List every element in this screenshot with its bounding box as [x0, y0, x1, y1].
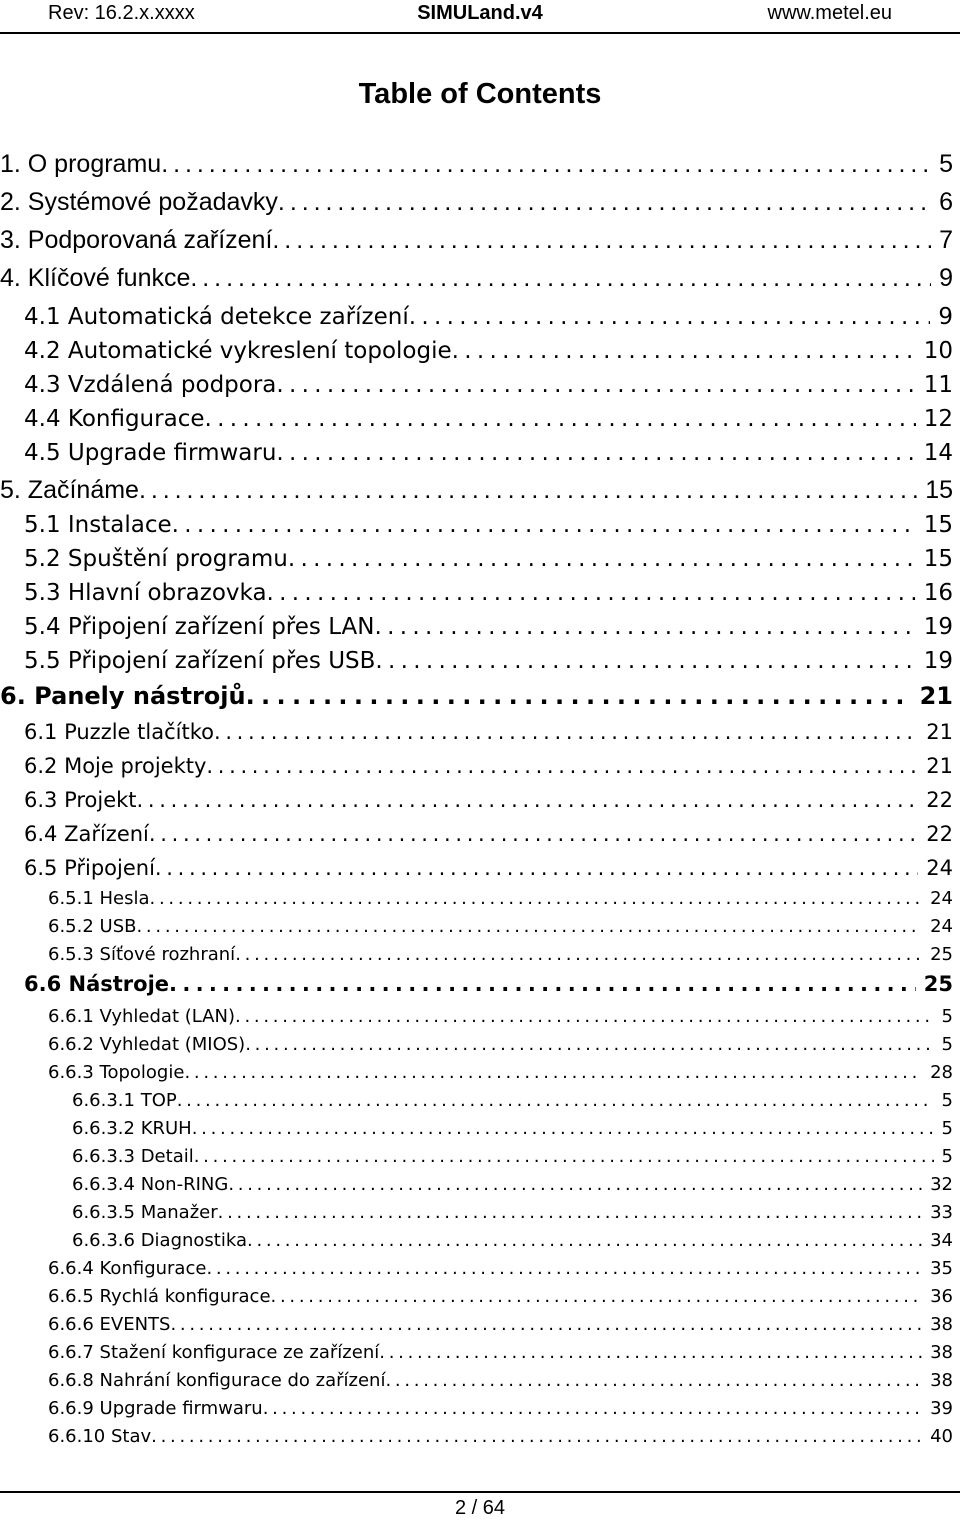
toc-entry[interactable]	[72, 1202, 953, 1223]
toc-entry[interactable]	[48, 1034, 953, 1055]
toc-entry-label: 6.6 Nástroje	[24, 972, 170, 996]
toc-entry-page: 40	[930, 1426, 953, 1447]
toc-dot-leader	[271, 1286, 923, 1307]
toc-dot-leader	[272, 226, 931, 255]
header-revision: Rev: 16.2.x.xxxx	[48, 2, 195, 24]
header-divider	[0, 32, 960, 34]
header-product-name: SIMULand.v4	[417, 2, 543, 24]
toc-entry-label: 5.4 Připojení zařízení přes LAN	[24, 614, 375, 640]
toc-entry-label: 6.5.1 Hesla	[48, 888, 150, 909]
toc-entry-page: 22	[926, 822, 953, 846]
toc-entry-label: 6.6.3.5 Manažer	[72, 1202, 218, 1223]
toc-entry-label: 4.2 Automatické vykreslení topologie	[24, 338, 452, 364]
toc-dot-leader	[150, 888, 923, 909]
toc-entry[interactable]	[0, 264, 953, 293]
toc-entry-page: 5	[941, 1146, 953, 1167]
page-header	[0, 0, 960, 30]
toc-entry-page: 32	[930, 1174, 953, 1195]
toc-entry-label: 6.6.7 Stažení konfigurace ze zařízení	[48, 1342, 380, 1363]
toc-entry-label: 6.6.3.3 Detail	[72, 1146, 194, 1167]
toc-entry-page: 21	[919, 682, 953, 710]
toc-entry[interactable]	[24, 406, 953, 432]
toc-entry-page: 39	[930, 1398, 953, 1419]
toc-entry[interactable]	[72, 1118, 953, 1139]
toc-entry-label: 6.6.3 Topologie	[48, 1062, 185, 1083]
toc-entry-label: 6.6.3.2 KRUH	[72, 1118, 192, 1139]
toc-entry[interactable]	[48, 1370, 953, 1391]
toc-entry-page: 16	[923, 580, 953, 606]
toc-entry-page: 6	[939, 188, 953, 216]
toc-entry-page: 33	[930, 1202, 953, 1223]
toc-entry-page: 25	[923, 972, 953, 996]
toc-entry-label: 6.6.10 Stav	[48, 1426, 152, 1447]
toc-dot-leader	[161, 150, 931, 179]
toc-title: Table of Contents	[358, 78, 602, 110]
toc-entry-page: 15	[923, 512, 953, 538]
toc-entry-page: 38	[930, 1314, 953, 1335]
toc-entry-page: 5	[941, 1034, 953, 1055]
toc-entry-page: 24	[930, 916, 953, 937]
toc-dot-leader	[278, 188, 931, 217]
toc-entry-label: 6.6.8 Nahrání konfigurace do zařízení	[48, 1370, 386, 1391]
toc-entry[interactable]	[48, 1398, 953, 1419]
toc-entry[interactable]	[48, 888, 953, 909]
toc-dot-leader	[192, 1118, 934, 1139]
toc-entry[interactable]	[48, 916, 953, 937]
header-website: www.metel.eu	[767, 2, 892, 24]
toc-entry-label: 6.5.3 Síťové rozhraní	[48, 944, 236, 965]
toc-entry-label: 4.5 Upgrade firmwaru	[24, 440, 277, 466]
toc-entry-label: 3. Podporovaná zařízení	[0, 226, 273, 254]
toc-entry[interactable]	[24, 338, 953, 364]
toc-entry-label: 1. O programu	[0, 150, 162, 178]
toc-dot-leader	[374, 614, 915, 640]
toc-entry[interactable]	[24, 580, 953, 606]
toc-entry-label: 6.6.3.6 Diagnostika	[72, 1230, 248, 1251]
toc-entry[interactable]	[48, 1286, 953, 1307]
toc-dot-leader	[409, 304, 931, 330]
toc-dot-leader	[184, 1062, 922, 1083]
toc-entry-page: 24	[926, 856, 953, 880]
toc-dot-leader	[235, 944, 922, 965]
toc-entry-label: 6.4 Zařízení	[24, 822, 149, 846]
toc-entry-label: 5.3 Hlavní obrazovka	[24, 580, 267, 606]
toc-dot-leader	[379, 1342, 922, 1363]
toc-dot-leader	[228, 1174, 922, 1195]
toc-entry[interactable]	[48, 1062, 953, 1083]
toc-dot-leader	[169, 972, 916, 996]
page-number: 2 / 64	[454, 1497, 506, 1519]
toc-dot-leader	[190, 264, 931, 293]
toc-entry[interactable]	[48, 1258, 953, 1279]
toc-entry-page: 21	[926, 720, 953, 744]
footer-divider	[0, 1491, 960, 1493]
toc-entry[interactable]	[24, 754, 953, 778]
toc-dot-leader	[276, 372, 915, 398]
toc-entry[interactable]	[24, 648, 953, 674]
toc-entry[interactable]	[0, 150, 953, 179]
toc-entry-label: 6.3 Projekt	[24, 788, 137, 812]
toc-dot-leader	[246, 682, 912, 710]
toc-entry-page: 19	[923, 614, 953, 640]
toc-entry-page: 9	[938, 304, 953, 330]
toc-entry[interactable]	[24, 440, 953, 466]
toc-entry-label: 4.4 Konfigurace	[24, 406, 205, 432]
toc-entry[interactable]	[48, 1006, 953, 1027]
toc-entry-label: 6.5 Připojení	[24, 856, 155, 880]
toc-entry-page: 5	[941, 1118, 953, 1139]
toc-dot-leader	[218, 1202, 922, 1223]
toc-dot-leader	[177, 1090, 934, 1111]
toc-entry[interactable]	[24, 788, 953, 812]
toc-entry-page: 36	[930, 1286, 953, 1307]
toc-entry-label: 6.6.6 EVENTS	[48, 1314, 171, 1335]
toc-dot-leader	[139, 476, 917, 505]
toc-entry[interactable]	[24, 512, 953, 538]
toc-entry-label: 6.6.1 Vyhledat (LAN)	[48, 1006, 235, 1027]
toc-entry-label: 2. Systémové požadavky	[0, 188, 278, 216]
toc-entry-page: 14	[923, 440, 953, 466]
toc-entry-page: 24	[930, 888, 953, 909]
toc-dot-leader	[235, 1006, 934, 1027]
toc-dot-leader	[452, 338, 916, 364]
toc-entry[interactable]	[24, 720, 953, 744]
toc-entry-label: 6.6.2 Vyhledat (MIOS)	[48, 1034, 246, 1055]
toc-dot-leader	[151, 1426, 922, 1447]
toc-dot-leader	[214, 720, 918, 744]
toc-dot-leader	[245, 1034, 933, 1055]
toc-entry[interactable]	[72, 1090, 953, 1111]
toc-dot-leader	[276, 440, 915, 466]
toc-entry-label: 6.6.3.4 Non-RING	[72, 1174, 229, 1195]
toc-entry[interactable]	[72, 1174, 953, 1195]
toc-entry-label: 4.3 Vzdálená podpora	[24, 372, 277, 398]
toc-entry[interactable]	[24, 546, 953, 572]
toc-entry-label: 6.2 Moje projekty	[24, 754, 207, 778]
toc-dot-leader	[385, 1370, 922, 1391]
toc-entry-label: 6.6.9 Upgrade firmwaru	[48, 1398, 263, 1419]
toc-entry-page: 10	[923, 338, 953, 364]
toc-entry-page: 5	[939, 150, 953, 178]
toc-entry-label: 6.1 Puzzle tlačítko	[24, 720, 214, 744]
toc-dot-leader	[375, 648, 915, 674]
toc-entry-label: 5. Začínáme	[0, 476, 139, 504]
toc-entry-label: 6.6.3.1 TOP	[72, 1090, 177, 1111]
toc-entry[interactable]	[24, 372, 953, 398]
toc-entry[interactable]	[0, 682, 953, 710]
toc-entry-page: 5	[941, 1006, 953, 1027]
toc-entry-page: 22	[926, 788, 953, 812]
toc-entry-label: 4. Klíčové funkce	[0, 264, 191, 292]
toc-dot-leader	[172, 512, 916, 538]
toc-entry-label: 5.2 Spuštění programu	[24, 546, 288, 572]
toc-dot-leader	[194, 1146, 934, 1167]
toc-entry-page: 38	[930, 1370, 953, 1391]
toc-entry-page: 34	[930, 1230, 953, 1251]
toc-entry[interactable]	[24, 856, 953, 880]
toc-entry-page: 38	[930, 1342, 953, 1363]
toc-entry-page: 12	[923, 406, 953, 432]
toc-entry[interactable]	[48, 1314, 953, 1335]
toc-entry[interactable]	[48, 1426, 953, 1447]
toc-dot-leader	[206, 754, 918, 778]
toc-entry-page: 35	[930, 1258, 953, 1279]
toc-entry[interactable]	[72, 1230, 953, 1251]
toc-entry[interactable]	[48, 944, 953, 965]
toc-entry-page: 21	[926, 754, 953, 778]
toc-dot-leader	[149, 822, 918, 846]
toc-entry-page: 7	[939, 226, 953, 254]
toc-dot-leader	[263, 1398, 922, 1419]
toc-entry[interactable]	[0, 226, 953, 255]
toc-entry-label: 5.1 Instalace	[24, 512, 172, 538]
toc-entry-page: 25	[930, 944, 953, 965]
toc-entry-page: 5	[941, 1090, 953, 1111]
toc-entry-label: 5.5 Připojení zařízení přes USB	[24, 648, 376, 674]
toc-entry-page: 11	[923, 372, 953, 398]
toc-entry[interactable]	[24, 304, 953, 330]
toc-entry[interactable]	[48, 1342, 953, 1363]
toc-entry-label: 4.1 Automatická detekce zařízení	[24, 304, 409, 330]
toc-entry-page: 19	[923, 648, 953, 674]
toc-dot-leader	[205, 406, 916, 432]
toc-dot-leader	[206, 1258, 922, 1279]
toc-entry-page: 28	[930, 1062, 953, 1083]
toc-dot-leader	[137, 788, 919, 812]
toc-entry-page: 9	[939, 264, 953, 292]
toc-entry-label: 6. Panely nástrojů	[0, 682, 246, 710]
toc-entry-page: 15	[923, 546, 953, 572]
toc-entry[interactable]	[72, 1146, 953, 1167]
toc-dot-leader	[247, 1230, 922, 1251]
toc-entry-label: 6.6.4 Konfigurace	[48, 1258, 207, 1279]
toc-entry[interactable]	[24, 972, 953, 996]
toc-dot-leader	[288, 546, 916, 572]
toc-dot-leader	[267, 580, 916, 606]
toc-dot-leader	[170, 1314, 922, 1335]
toc-entry-page: 15	[925, 476, 953, 504]
toc-dot-leader	[136, 916, 922, 937]
toc-entry-label: 6.6.5 Rychlá konfigurace	[48, 1286, 271, 1307]
toc-entry[interactable]	[24, 614, 953, 640]
toc-entry-label: 6.5.2 USB	[48, 916, 137, 937]
toc-entry[interactable]	[0, 188, 953, 217]
toc-entry[interactable]	[24, 822, 953, 846]
toc-dot-leader	[155, 856, 918, 880]
toc-entry[interactable]	[0, 476, 953, 505]
